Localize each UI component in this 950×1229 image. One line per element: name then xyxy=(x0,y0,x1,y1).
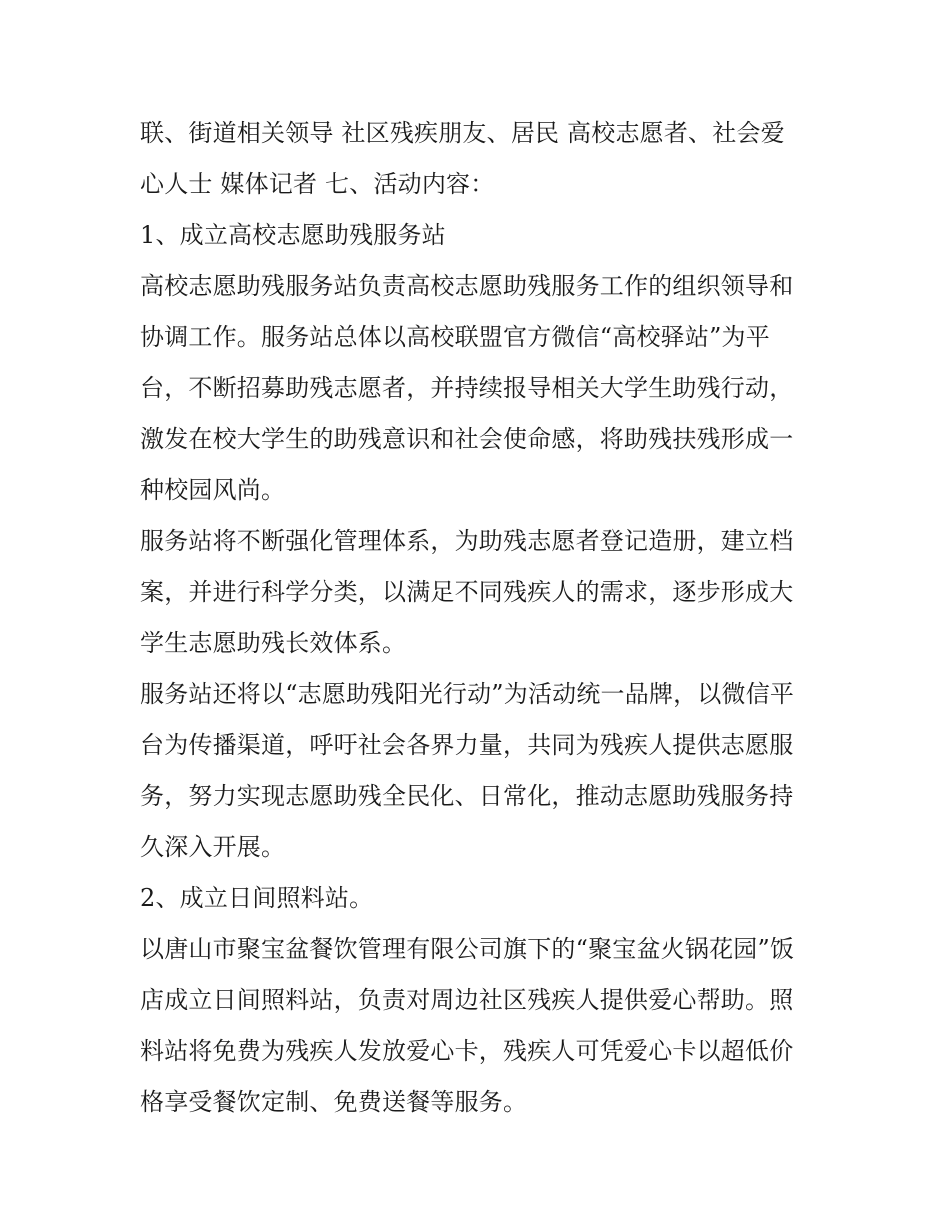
text-line: 料站将免费为残疾人发放爱心卡，残疾人可凭爱心卡以超低价 xyxy=(140,1037,794,1065)
text-line: 久深入开展。 xyxy=(140,833,286,861)
text-line: 服务站将不断强化管理体系，为助残志愿者登记造册，建立档 xyxy=(140,527,794,555)
text-line: 以唐山市聚宝盆餐饮管理有限公司旗下的“聚宝盆火锅花园”饭 xyxy=(140,935,795,963)
text-line: 联、街道相关领导 社区残疾朋友、居民 高校志愿者、社会爱 xyxy=(140,119,785,147)
text-line: 案，并进行科学分类，以满足不同残疾人的需求，逐步形成大 xyxy=(140,578,794,606)
document-body xyxy=(140,108,820,1128)
text-line: 协调工作。服务站总体以高校联盟官方微信“高校驿站”为平 xyxy=(140,323,770,351)
section-heading: 1、成立高校志愿助残服务站 xyxy=(140,221,446,249)
text-line: 种校园风尚。 xyxy=(140,476,286,504)
text-line: 台为传播渠道，呼吁社会各界力量，共同为残疾人提供志愿服 xyxy=(140,731,794,759)
text-line: 服务站还将以“志愿助残阳光行动”为活动统一品牌，以微信平 xyxy=(140,680,795,708)
text-line: 务，努力实现志愿助残全民化、日常化，推动志愿助残服务持 xyxy=(140,782,794,810)
text-line: 学生志愿助残长效体系。 xyxy=(140,629,407,657)
section-heading: 2、成立日间照料站。 xyxy=(140,884,374,912)
text-line: 高校志愿助残服务站负责高校志愿助残服务工作的组织领导和 xyxy=(140,272,794,300)
text-line: 格享受餐饮定制、免费送餐等服务。 xyxy=(140,1088,528,1116)
text-line: 店成立日间照料站，负责对周边社区残疾人提供爱心帮助。照 xyxy=(140,986,794,1014)
text-line: 心人士 媒体记者 七、活动内容： xyxy=(140,170,495,198)
text-line: 台，不断招募助残志愿者，并持续报导相关大学生助残行动， xyxy=(140,374,794,402)
text-line: 激发在校大学生的助残意识和社会使命感，将助残扶残形成一 xyxy=(140,425,794,453)
